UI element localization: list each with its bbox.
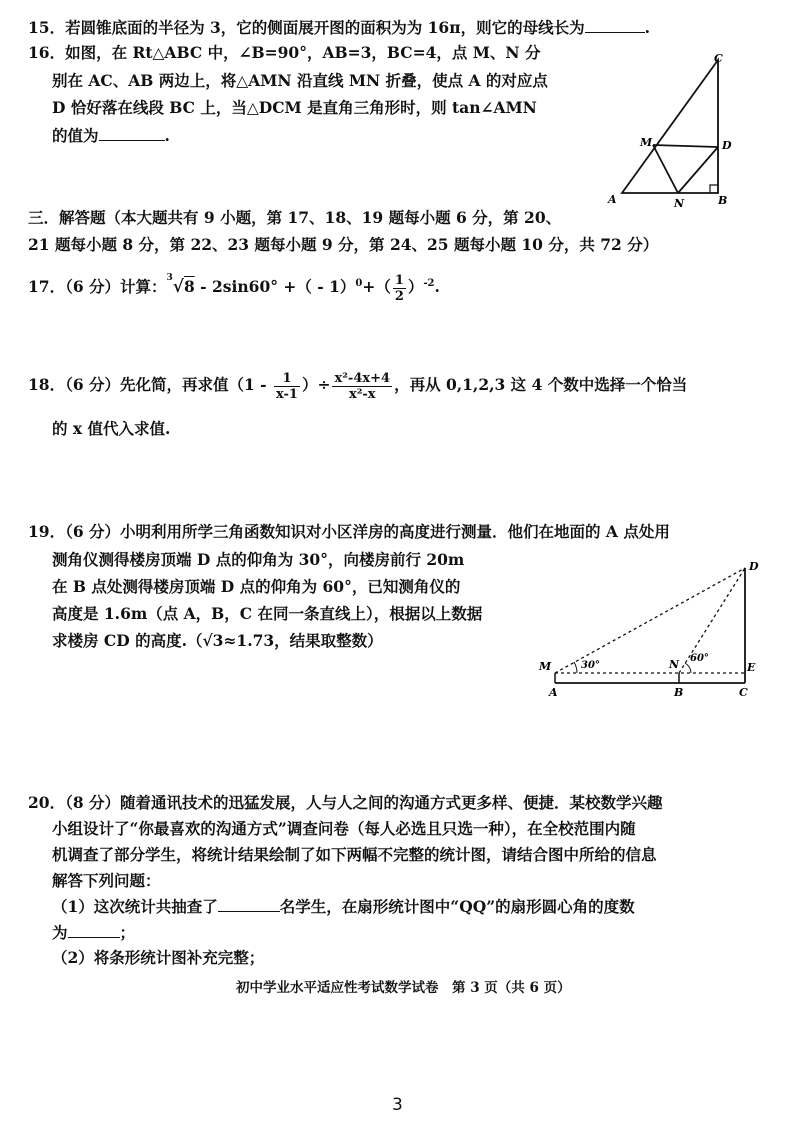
question-19-line1: 19．（6 分）小明利用所学三角函数知识对小区洋房的高度进行测量．他们在地面的 A 点处用 xyxy=(28,522,670,541)
question-16-line1: 16．如图，在 Rt△ABC 中，∠B=90°，AB=3，BC=4，点 M、N 分 xyxy=(28,43,541,62)
label-a: A xyxy=(608,193,617,206)
label-c: C xyxy=(739,686,748,699)
label-n: N xyxy=(674,197,685,210)
question-20-line4: 解答下列问题： xyxy=(52,871,161,890)
segment-mn xyxy=(653,145,678,193)
angle-label-60: 60° xyxy=(690,653,709,664)
fraction-polynomial: $\frac{\text{x²-4x+4}}{\text{x²-x}}$ xyxy=(334,370,391,402)
sight-line-nd xyxy=(679,568,745,673)
page-number: 3 xyxy=(392,1095,403,1115)
fraction-half: $\frac{1}{2}$ xyxy=(394,272,404,304)
right-angle-mark xyxy=(710,185,718,193)
section-3-heading-2: 21 题每小题 8 分，第 22、23 题每小题 9 分，第 24、25 题每小题 10 分，共 72 分） xyxy=(28,235,659,254)
question-20-sub1-cont: 为 ； xyxy=(52,923,136,942)
segment-nd xyxy=(678,147,718,193)
label-c: C xyxy=(714,52,723,65)
question-19-line5: 求楼房 CD 的高度.（√3≈1.73，结果取整数） xyxy=(52,631,383,650)
label-d: D xyxy=(749,560,759,573)
q15-text: 15．若圆锥底面的半径为 3，它的侧面展开图的面积为为 16π，则它的母线长为 xyxy=(28,18,585,37)
question-17: 17．（6 分）计算：$^3$√8 - 2sin60° +（ - 1）$^0$+（ $\frac{1}{2}$ ）$^{-2}$. xyxy=(28,272,440,304)
answer-blank[interactable] xyxy=(585,18,645,33)
question-16-line4: 的值为 . xyxy=(52,126,170,145)
label-e: E xyxy=(747,661,756,674)
triangle-figure xyxy=(600,48,750,213)
label-m: M xyxy=(640,136,653,149)
section-3-heading: 三．解答题（本大题共有 9 小题，第 17、18、19 题每小题 6 分，第 20、 xyxy=(28,208,562,227)
question-18: 18．（6 分）先化简，再求值（1 - $\frac{1}{x-1}$ ）÷ $\frac{\text{x²-4x+4}}{\text{x²-x}}$ ，再从 0,1,2,3 这 4 个数中选择一个恰当 xyxy=(28,370,688,402)
segment-md xyxy=(653,145,718,147)
label-m: M xyxy=(539,660,552,673)
angle-arc-30 xyxy=(574,662,577,673)
question-20-line1: 20．（8 分）随着通讯技术的迅猛发展，人与人之间的沟通方式更多样、便捷．某校数学兴趣 xyxy=(28,793,663,812)
question-16-line3: D 恰好落在线段 BC 上，当△DCM 是直角三角形时，则 tan∠AMN xyxy=(52,98,537,117)
question-20-line2: 小组设计了“你最喜欢的沟通方式”调查问卷（每人必选且只选一种），在全校范围内随 xyxy=(52,819,636,838)
sight-line-md xyxy=(555,568,745,673)
label-n: N xyxy=(669,658,680,671)
question-19-line4: 高度是 1.6m（点 A，B，C 在同一条直线上），根据以上数据 xyxy=(52,604,483,623)
question-19-line2: 测角仪测得楼房顶端 D 点的仰角为 30°，向楼房前行 20m xyxy=(52,550,465,569)
angle-arc-60 xyxy=(685,663,691,673)
label-d: D xyxy=(722,139,732,152)
answer-blank[interactable] xyxy=(218,897,280,912)
label-b: B xyxy=(718,194,728,207)
angle-label-30: 30° xyxy=(581,660,600,671)
question-19-line3: 在 B 点处测得楼房顶端 D 点的仰角为 60°，已知测角仪的 xyxy=(52,577,461,596)
fraction-1-over-x-1: $\frac{1}{x-1}$ xyxy=(276,370,298,402)
answer-blank[interactable] xyxy=(68,923,120,938)
question-15: 15．若圆锥底面的半径为 3，它的侧面展开图的面积为为 16π，则它的母线长为 . xyxy=(28,18,650,37)
label-b: B xyxy=(674,686,684,699)
radicand: 8 xyxy=(183,277,195,297)
root-index: 3 xyxy=(166,273,173,283)
question-20-line3: 机调查了部分学生，将统计结果绘制了如下两幅不完整的统计图，请结合图中所给的信息 xyxy=(52,845,657,864)
question-16-line2: 别在 AC、AB 两边上，将△AMN 沿直线 MN 折叠，使点 A 的对应点 xyxy=(52,71,548,90)
building-figure xyxy=(535,556,765,701)
answer-blank[interactable] xyxy=(99,126,165,141)
radical-sign: √ xyxy=(172,277,184,298)
page-footer: 初中学业水平适应性考试数学试卷 第 3 页（共 6 页） xyxy=(236,980,571,996)
question-20-sub1: （1）这次统计共抽查了 名学生，在扇形统计图中“QQ”的扇形圆心角的度数 xyxy=(52,897,635,916)
question-20-sub2: （2）将条形统计图补充完整； xyxy=(52,948,265,967)
label-a: A xyxy=(549,686,558,699)
question-18-line2: 的 x 值代入求值. xyxy=(52,419,171,438)
triangle-abc xyxy=(622,60,718,193)
